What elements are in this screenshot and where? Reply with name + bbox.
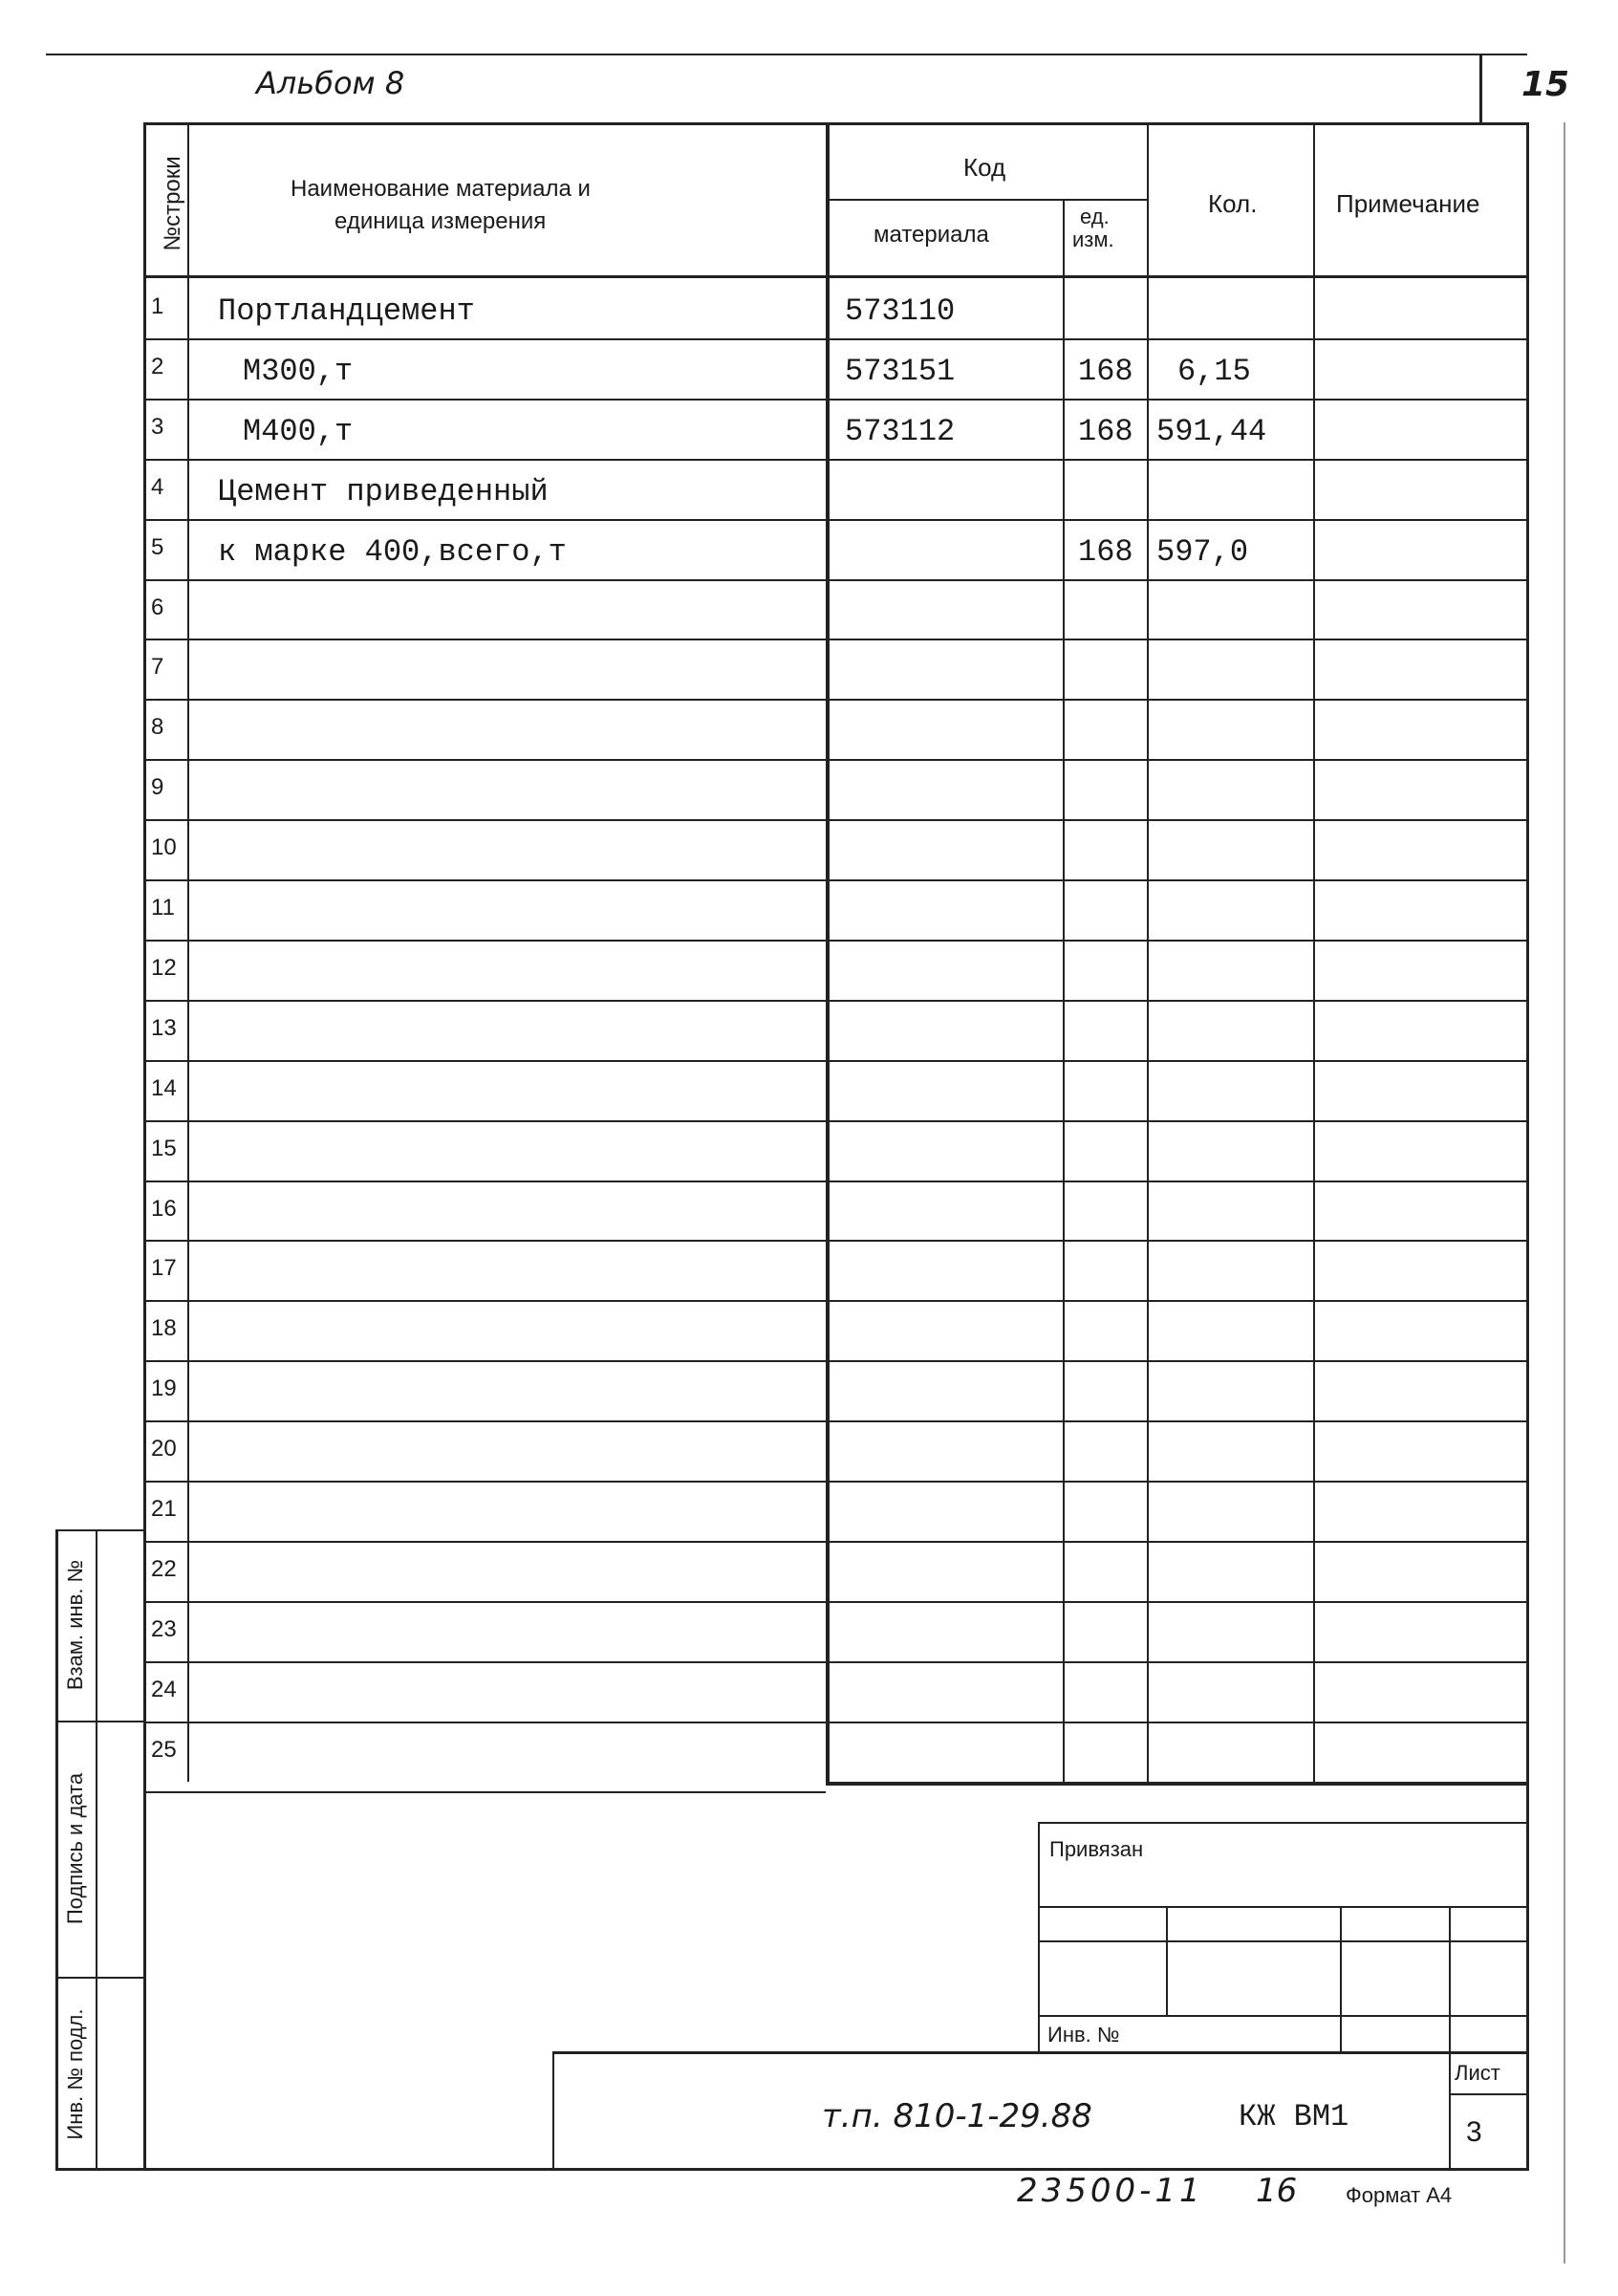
col-line-rowno <box>187 122 189 1782</box>
code-subheader-line <box>826 199 1149 201</box>
unit-code: 168 <box>1078 533 1133 570</box>
material-name: М400,т <box>243 413 354 449</box>
row-line <box>143 1481 1529 1483</box>
row-line <box>143 1541 1529 1543</box>
row-line <box>143 639 1529 640</box>
row-number: 5 <box>151 533 164 560</box>
row-number: 21 <box>151 1496 177 1522</box>
sheet-label: Лист <box>1455 2061 1500 2085</box>
row-number: 1 <box>151 293 164 319</box>
row-number: 13 <box>151 1014 177 1041</box>
row-line <box>143 759 1529 761</box>
row-number: 24 <box>151 1676 177 1702</box>
title-grid-line-3 <box>1038 2015 1529 2017</box>
row-number: 7 <box>151 654 164 681</box>
title-grid-v-2 <box>1340 1906 1342 2051</box>
row-number: 11 <box>151 895 175 921</box>
row-line <box>143 1722 1529 1723</box>
material-code: 573110 <box>845 293 956 329</box>
header-name-line2: единица измерения <box>334 208 547 234</box>
top-border-line <box>46 54 1527 55</box>
row-line <box>143 1601 1529 1603</box>
material-name: М300,т <box>243 353 354 389</box>
title-grid-v-3 <box>1449 1906 1451 2170</box>
row-line <box>143 1060 1529 1062</box>
sheet-number: 3 <box>1466 2116 1482 2148</box>
archive-page: 16 <box>1256 2172 1298 2210</box>
title-grid-line-1 <box>1038 1906 1529 1908</box>
title-block-top <box>1038 1822 1529 1824</box>
row-line <box>143 1300 1529 1302</box>
stamp-sep-1 <box>55 1721 145 1722</box>
row-line <box>143 338 1529 340</box>
header-name-line1: Наименование материала и <box>291 176 591 202</box>
row-number: 17 <box>151 1255 177 1282</box>
stamp-vzam-inv: Взам. инв. № <box>63 1559 87 1691</box>
doc-code: т.п. 810-1-29.88 <box>822 2097 1092 2135</box>
quantity: 597,0 <box>1156 533 1249 570</box>
page-number: 15 <box>1521 65 1570 104</box>
row-line <box>143 1240 1529 1242</box>
row-line <box>143 1661 1529 1663</box>
stamp-podpis-data: Подпись и дата <box>63 1772 87 1925</box>
album-title: Альбом 8 <box>256 65 405 101</box>
col-line-name-code <box>826 122 830 1782</box>
right-edge-line <box>1564 122 1565 2264</box>
format-label: Формат А4 <box>1346 2183 1453 2207</box>
frame-left <box>143 122 146 2170</box>
row-number: 14 <box>151 1074 177 1101</box>
row-number: 3 <box>151 413 164 440</box>
unit-code: 168 <box>1078 353 1133 389</box>
header-code-unit-1: ед. <box>1080 205 1110 228</box>
doc-box-top <box>552 2051 1529 2054</box>
material-name: Цемент приведенный <box>218 473 549 509</box>
row-number: 22 <box>151 1555 177 1582</box>
row-line <box>143 699 1529 701</box>
row-line <box>143 519 1529 521</box>
row-line <box>143 819 1529 821</box>
row-line <box>143 1360 1529 1362</box>
col-line-code-unit <box>1063 199 1065 1782</box>
header-note: Примечание <box>1336 189 1480 218</box>
row-line <box>143 579 1529 581</box>
privyazan-label: Привязан <box>1049 1837 1144 1861</box>
row-line <box>143 1000 1529 1002</box>
title-block-left <box>1038 1822 1040 2051</box>
row-number: 9 <box>151 774 164 801</box>
material-name: к марке 400,всего,т <box>218 533 567 570</box>
page-number-divider <box>1479 54 1482 122</box>
frame-top <box>143 122 1529 125</box>
col-line-unit-qty <box>1147 122 1149 1782</box>
sheet-label-line <box>1449 2093 1529 2095</box>
row-line <box>143 399 1529 401</box>
row-number: 18 <box>151 1315 177 1342</box>
quantity: 6,15 <box>1177 353 1251 389</box>
row-number: 2 <box>151 353 164 379</box>
table-bottom-line <box>826 1782 1529 1786</box>
row-number: 16 <box>151 1195 177 1222</box>
header-code: Код <box>963 153 1006 182</box>
header-bottom-line <box>143 275 1529 278</box>
col-line-qty-note <box>1313 122 1315 1782</box>
inv-no-label: Инв. № <box>1047 2023 1120 2047</box>
row-number: 12 <box>151 954 177 981</box>
row-number: 25 <box>151 1736 177 1763</box>
table-bottom-line-left <box>143 1791 826 1793</box>
row-line <box>143 879 1529 881</box>
row-line <box>143 940 1529 942</box>
row-number: 10 <box>151 834 177 861</box>
row-number: 20 <box>151 1436 177 1462</box>
row-line <box>143 1120 1529 1122</box>
row-number: 15 <box>151 1135 177 1161</box>
archive-number: 23500-11 <box>1017 2172 1204 2210</box>
unit-code: 168 <box>1078 413 1133 449</box>
header-row-no: №строки <box>160 156 185 251</box>
header-code-unit-2: изм. <box>1072 227 1114 251</box>
stamp-outer-left <box>55 1529 58 2170</box>
title-grid-v-1 <box>1166 1906 1168 2015</box>
row-number: 8 <box>151 714 164 741</box>
row-line <box>143 459 1529 461</box>
row-number: 23 <box>151 1615 177 1642</box>
doc-box-left <box>552 2051 554 2170</box>
header-qty: Кол. <box>1208 189 1258 218</box>
material-code: 573112 <box>845 413 956 449</box>
stamp-inv-podl: Инв. № подл. <box>63 2008 87 2140</box>
header-code-material: материала <box>874 222 989 248</box>
frame-right <box>1526 122 1529 2170</box>
row-number: 6 <box>151 594 164 620</box>
doc-mark: КЖ ВМ1 <box>1239 2099 1349 2134</box>
title-grid-line-2 <box>1038 1940 1529 1942</box>
stamp-inner-divider <box>96 1529 97 2170</box>
frame-bottom <box>55 2168 1529 2171</box>
row-number: 19 <box>151 1375 177 1402</box>
row-line <box>143 1180 1529 1182</box>
quantity: 591,44 <box>1156 413 1267 449</box>
row-line <box>143 1420 1529 1422</box>
row-number: 4 <box>151 473 164 500</box>
material-code: 573151 <box>845 353 956 389</box>
material-name: Портландцемент <box>218 293 475 329</box>
